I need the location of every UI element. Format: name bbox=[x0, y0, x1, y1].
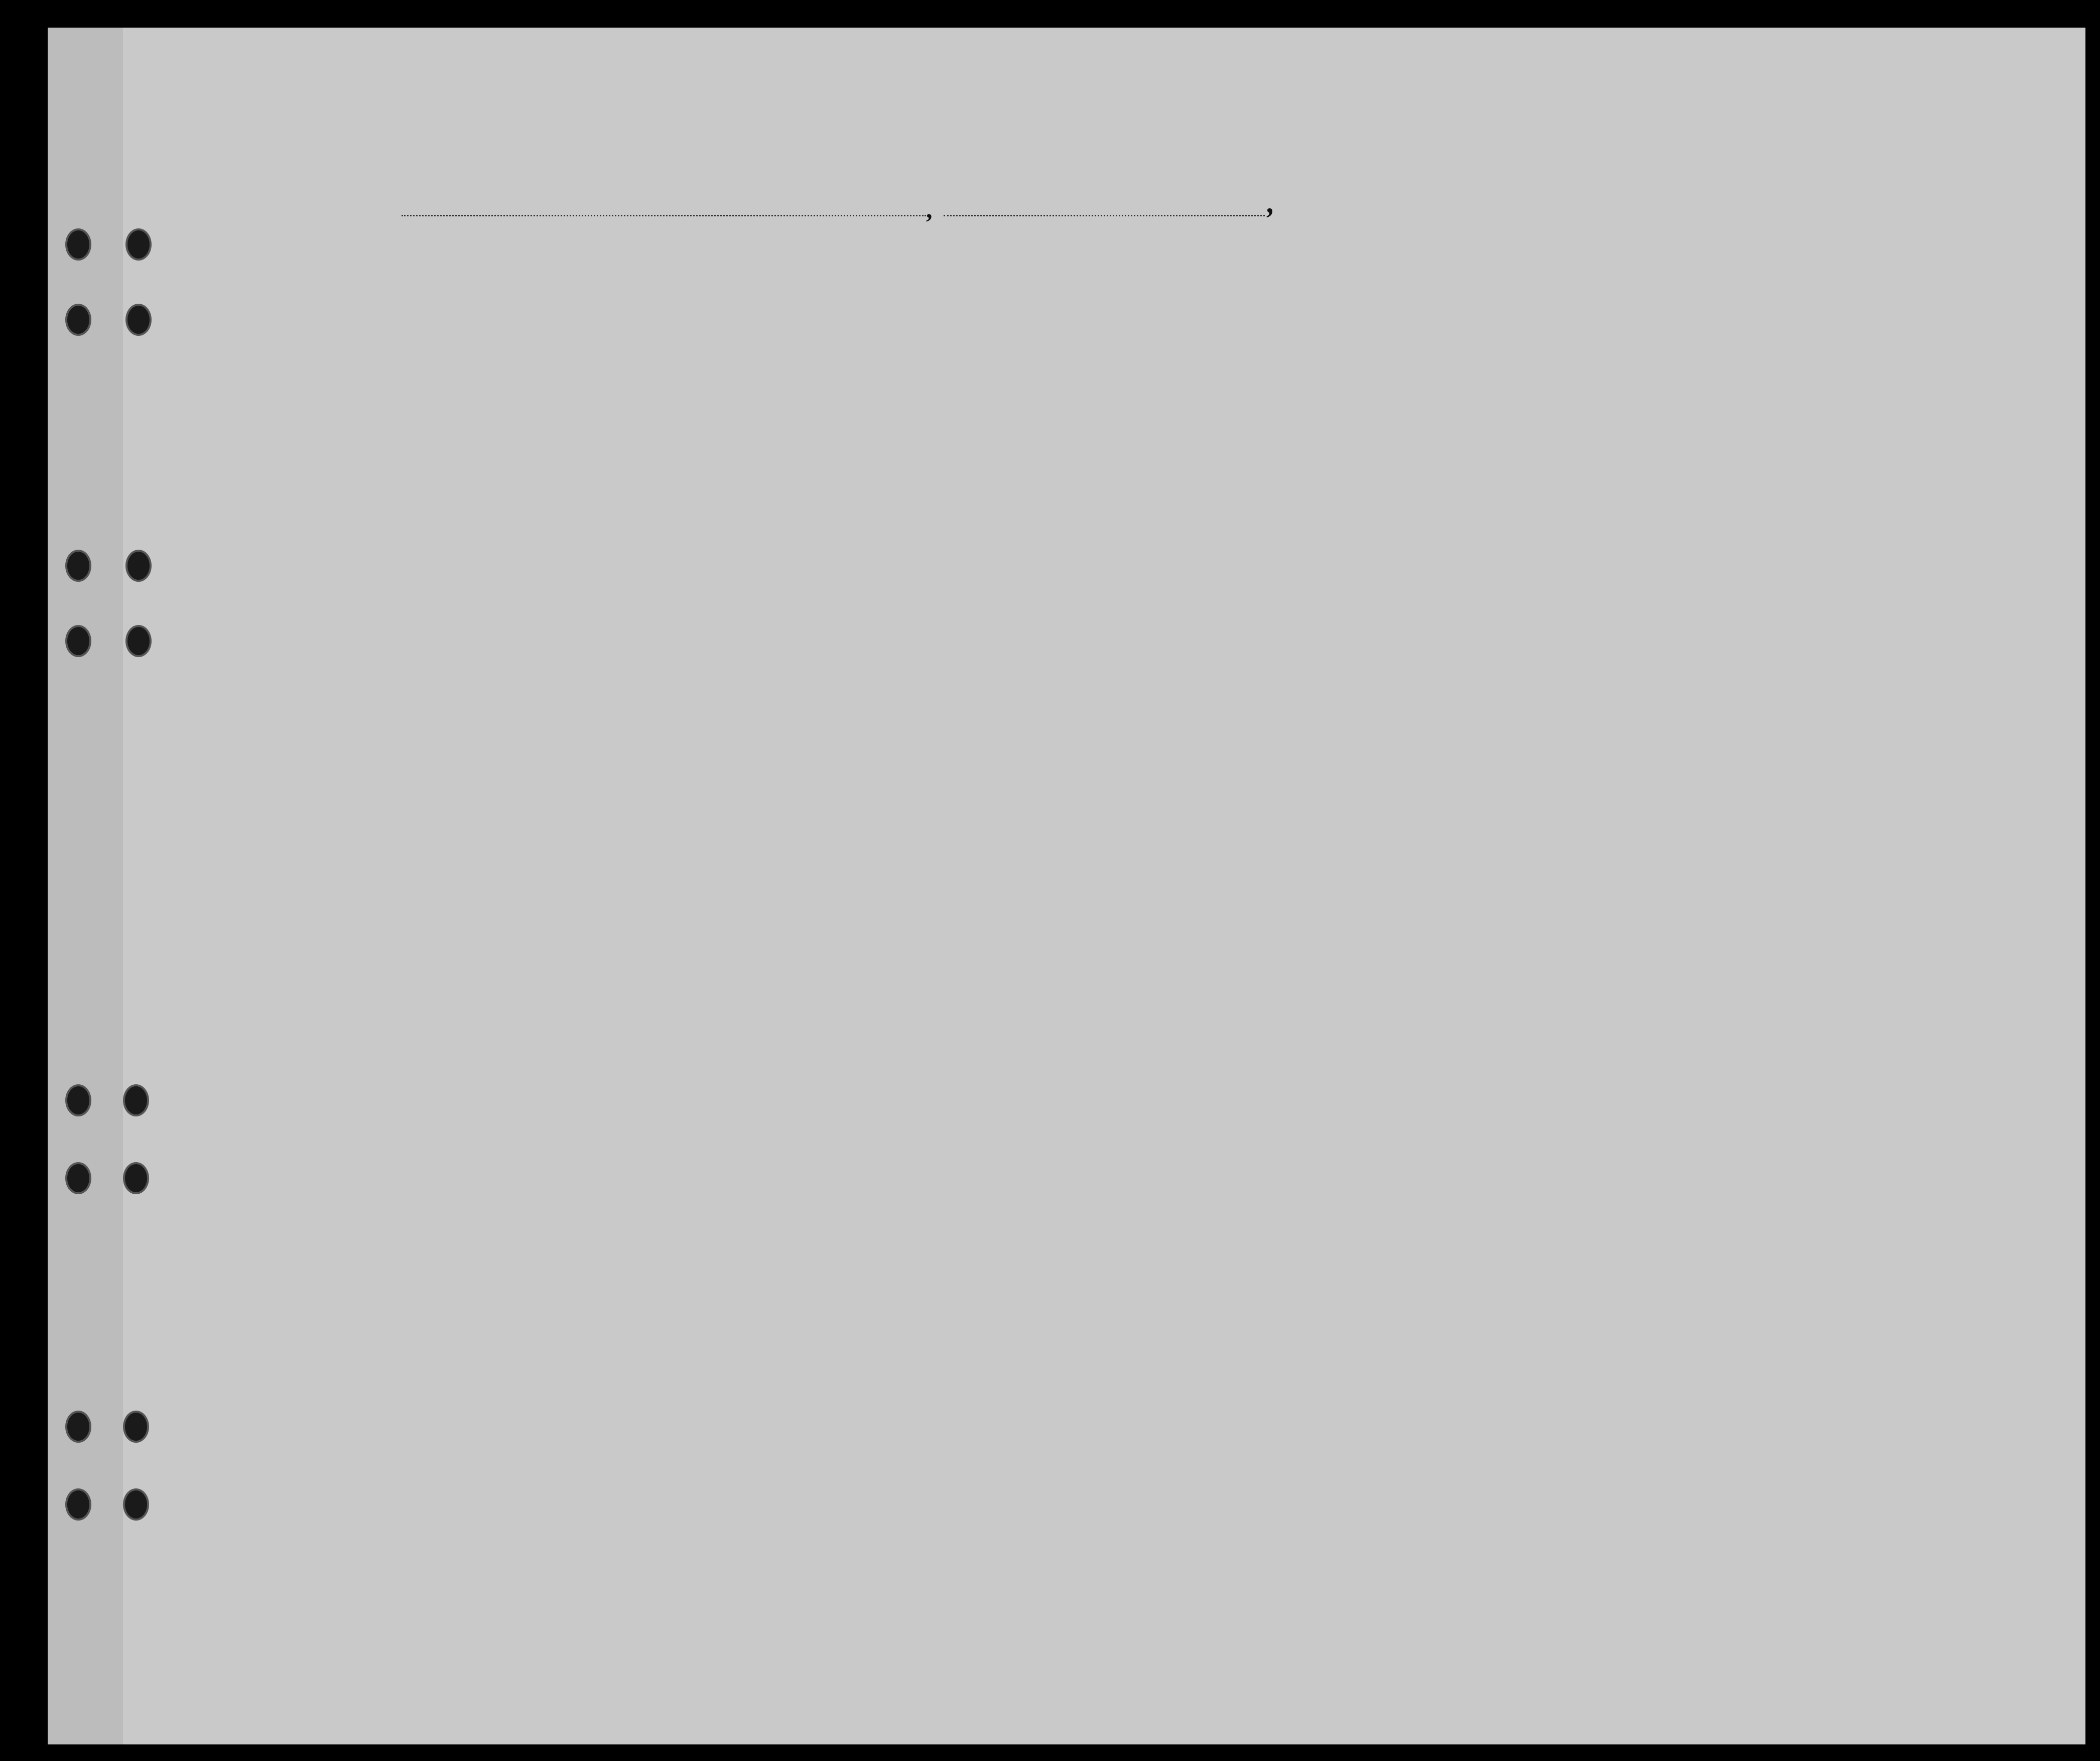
header-anarchist bbox=[1425, 281, 1440, 402]
header-money bbox=[773, 274, 801, 399]
comma-1: , bbox=[926, 195, 933, 223]
header-ticket bbox=[652, 274, 680, 399]
header-prison bbox=[1355, 281, 1385, 402]
header-q30 bbox=[1541, 281, 1571, 402]
header-q28 bbox=[1446, 281, 1493, 402]
year-prefix-wrap: , bbox=[1267, 186, 1275, 219]
header-feet bbox=[1707, 371, 1719, 402]
header-inches bbox=[1727, 371, 1739, 402]
header-purpose-b bbox=[1250, 294, 1285, 404]
header-polygamist bbox=[1398, 281, 1413, 402]
header-q29 bbox=[1501, 281, 1531, 402]
header-purpose-a bbox=[1207, 294, 1245, 404]
header-purpose-c bbox=[1323, 294, 1345, 404]
